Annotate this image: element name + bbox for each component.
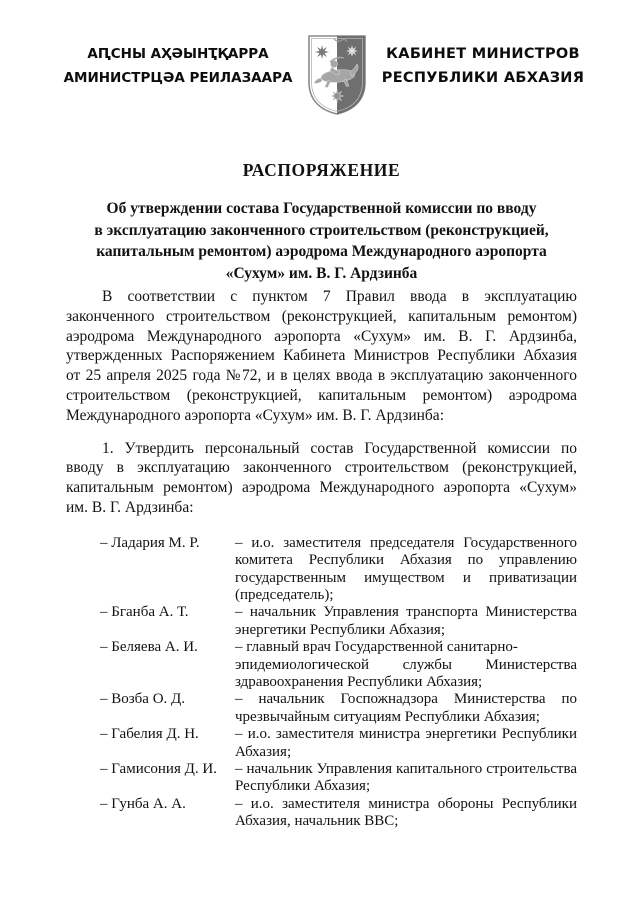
text-line: – и.о. заместителя министра обороны Республики xyxy=(235,795,577,812)
commission-member-row xyxy=(66,761,577,796)
text-line: – и.о. заместителя министра энергетики Республики xyxy=(235,726,577,743)
member-role xyxy=(235,691,577,726)
member-name: – Гамисония Д. И. xyxy=(100,761,217,778)
org-name-abkhaz-line2: АМИНИСТРЦӘА РЕИЛАЗААРА xyxy=(63,70,293,86)
subject-line: Об утверждении состава Государственной комиссии по вводу xyxy=(106,200,537,217)
member-role xyxy=(235,726,577,761)
org-name-russian xyxy=(372,42,594,90)
commission-member-row xyxy=(66,604,577,639)
commission-member-row xyxy=(66,726,577,761)
text-line: капитальным ремонтом) аэродрома Международного аэропорта «Сухум» xyxy=(66,479,577,497)
text-line: – начальник Госпожнадзора Министерства по xyxy=(235,691,577,708)
member-name: – Габелия Д. Н. xyxy=(100,726,199,743)
text-line: – начальник Управления транспорта Министерства xyxy=(235,604,577,621)
paragraph xyxy=(66,439,577,518)
member-name: – Беляева А. И. xyxy=(100,639,198,656)
paragraph xyxy=(66,287,577,426)
text-line: энергетики Республики Абхазия; xyxy=(235,621,445,638)
text-line: государственным имуществом и приватизации xyxy=(235,569,577,586)
commission-member-row xyxy=(66,639,577,691)
document-title: РАСПОРЯЖЕНИЕ xyxy=(242,160,401,180)
text-line: законченного строительством (реконструкцией, капитальным ремонтом) xyxy=(66,307,577,325)
member-role xyxy=(235,796,577,831)
member-role xyxy=(235,761,577,796)
document-body xyxy=(66,160,577,831)
commission-member-list xyxy=(66,535,577,831)
org-name-russian-line1: КАБИНЕТ МИНИСТРОВ xyxy=(386,46,580,62)
member-role xyxy=(235,535,577,605)
abkhazia-coat-of-arms-icon xyxy=(306,34,368,116)
text-line: здравоохранения Республики Абхазия; xyxy=(235,674,483,691)
commission-member-row xyxy=(66,796,577,831)
text-line: утвержденных Распоряжением Кабинета Министров Республики Абхазия xyxy=(66,347,577,365)
subject-line: «Сухум» им. В. Г. Ардзинба xyxy=(225,264,418,282)
org-name-abkhaz-line1: АԤСНЫ АҲӘЫНҬҚАРРА xyxy=(87,46,269,62)
text-line: – и.о. заместителя председателя Государственного xyxy=(235,534,577,551)
text-line: Республики Абхазия; xyxy=(235,778,371,795)
text-line: комитета Республики Абхазия по управлению xyxy=(235,552,577,569)
subject-line: в эксплуатацию законченного строительством (реконструкцией, xyxy=(94,221,549,239)
member-name: – Гунба А. А. xyxy=(100,795,186,812)
org-name-abkhaz xyxy=(58,42,298,90)
text-line: Абхазия; xyxy=(235,743,292,760)
text-line: аэродрома Международного аэропорта «Сухум» им. В. Г. Ардзинба, xyxy=(66,327,577,345)
text-line: вводу в эксплуатацию законченного строительством (реконструкцией, xyxy=(66,459,577,477)
text-line: – начальник Управления капитального строительства xyxy=(235,761,577,778)
commission-member-row xyxy=(66,535,577,605)
document-subject xyxy=(66,198,577,284)
text-line: – главный врач Государственной санитарно- xyxy=(235,639,518,656)
text-line: Абхазия, начальник ВВС; xyxy=(235,813,399,830)
text-line: 1. Утвердить персональный состав Государственной комиссии по xyxy=(102,439,577,457)
member-role xyxy=(235,604,577,639)
member-name: – Ладария М. Р. xyxy=(100,534,200,551)
member-name: – Возба О. Д. xyxy=(100,691,186,708)
text-line: эпидемиологической службы Министерства xyxy=(235,656,577,673)
text-line: В соответствии с пунктом 7 Правил ввода в эксплуатацию xyxy=(102,288,577,305)
text-line: Международного аэропорта «Сухум» им. В. Г. Ардзинба: xyxy=(66,406,444,424)
text-line: от 25 апреля 2025 года №72, и в целях ввода в эксплуатацию законченного xyxy=(66,367,577,385)
text-line: строительством (реконструкцией, капитальным ремонтом) аэродрома xyxy=(66,386,577,404)
member-name: – Бганба А. Т. xyxy=(100,604,189,621)
org-name-russian-line2: РЕСПУБЛИКИ АБХАЗИЯ xyxy=(381,70,585,86)
text-line: (председатель); xyxy=(235,586,334,603)
text-line: чрезвычайным ситуациям Республики Абхазия; xyxy=(235,708,540,725)
document-paragraphs xyxy=(66,287,577,518)
subject-line: капитальным ремонтом) аэродрома Международного аэропорта xyxy=(96,243,547,260)
text-line: им. В. Г. Ардзинба: xyxy=(66,498,194,516)
commission-member-row xyxy=(66,691,577,726)
member-role xyxy=(235,639,577,691)
